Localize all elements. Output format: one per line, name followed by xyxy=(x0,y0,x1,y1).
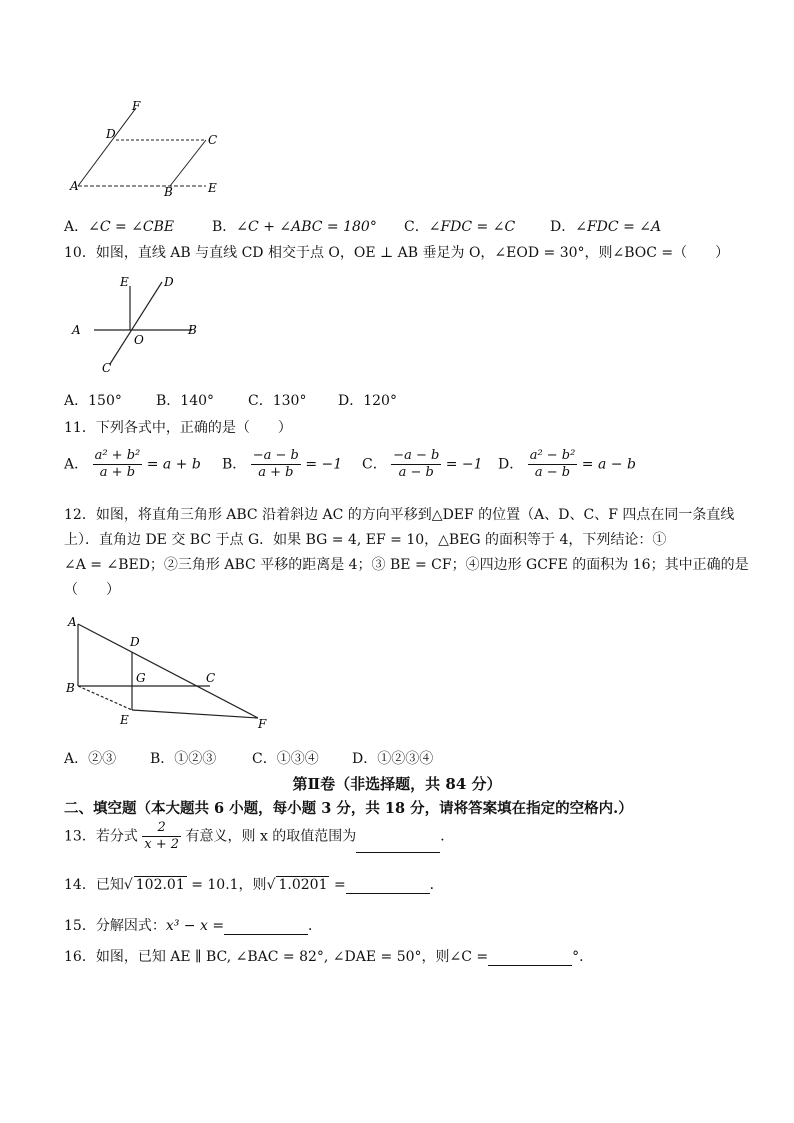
q12-stem-line2: 上）．直角边 DE 交 BC 于点 G．如果 BG = 4, EF = 10，△BEG 的面积等于 4，下列结论：① xyxy=(64,532,667,548)
label-B: B xyxy=(188,323,197,337)
label-B: B xyxy=(164,185,173,198)
q16-answer-blank[interactable] xyxy=(488,951,572,966)
q9-option-d: D．∠FDC = ∠A xyxy=(550,219,662,235)
line-EF xyxy=(132,710,258,718)
q9-option-c: C．∠FDC = ∠C xyxy=(404,219,516,235)
q12-option-d: D．①②③④ xyxy=(352,751,434,767)
q11-option-d: D． $\frac{\text{a² − b²}}{a - b}$ = a − b xyxy=(498,448,636,480)
figure-q10 xyxy=(66,272,216,380)
label-D: D xyxy=(106,127,116,141)
line-AF xyxy=(78,108,136,186)
line-AF xyxy=(78,624,258,718)
section-heading: 二、填空题（本大题共 6 小题，每小题 3 分，共 18 分，请将答案填在指定的空格内.） xyxy=(64,800,633,817)
q10-option-d: D．120° xyxy=(338,393,397,409)
q15: 15．分解因式：x³ − x = ． xyxy=(64,918,323,934)
q11-option-c: C． $\frac{-a - b}{a - b}$ = −1 xyxy=(362,448,483,480)
label-C: C xyxy=(208,133,218,147)
label-F: F xyxy=(132,99,141,113)
q12-stem-line3: ∠A = ∠BED；②三角形 ABC 平移的距离是 4；③ BE = CF；④四边形 GCFE 的面积为 16；其中正确的是 xyxy=(64,557,749,573)
q13: 13．若分式 $\frac{2}{x + 2}$ 有意义，则 x 的取值范围为 ． xyxy=(64,820,455,852)
label-E: E xyxy=(208,181,217,195)
label-C: C xyxy=(102,361,112,375)
label-O: O xyxy=(134,333,144,347)
figure-q9 xyxy=(66,98,226,198)
q12-option-a: A．②③ xyxy=(64,751,117,767)
label-D: D xyxy=(130,635,140,649)
q10-option-c: C．130° xyxy=(248,393,307,409)
figure-q12 xyxy=(64,612,276,730)
label-B: B xyxy=(66,681,75,695)
label-F: F xyxy=(258,717,267,730)
q12-option-b: B．①②③ xyxy=(150,751,217,767)
line-CB xyxy=(170,140,206,186)
q12-option-c: C．①③④ xyxy=(252,751,319,767)
q13-answer-blank[interactable] xyxy=(356,838,440,853)
label-D: D xyxy=(164,275,174,289)
label-E: E xyxy=(120,275,129,289)
line-BE xyxy=(78,686,132,710)
q14-answer-blank[interactable] xyxy=(346,879,430,894)
label-E: E xyxy=(120,713,129,727)
q12-stem-line1: 12．如图，将直角三角形 ABC 沿着斜边 AC 的方向平移到△DEF 的位置（A、D、C、F 四点在同一条直线 xyxy=(64,507,735,523)
q9-option-a: A．∠C = ∠CBE xyxy=(64,219,175,235)
q16: 16．如图，已知 AE ∥ BC, ∠BAC = 82°, ∠DAE = 50°，则∠C = °． xyxy=(64,949,594,965)
q11-option-b: B． $\frac{-a - b}{a + b}$ = −1 xyxy=(222,448,343,480)
q11-option-a: A． $\frac{\text{a² + b²}}{a + b}$ = a + b xyxy=(64,448,201,480)
label-A: A xyxy=(72,323,81,337)
label-G: G xyxy=(136,671,146,685)
q10-stem: 10．如图，直线 AB 与直线 CD 相交于点 O，OE ⊥ AB 垂足为 O，∠EOD = 30°，则∠BOC =（ ） xyxy=(64,245,730,261)
section-title: 第Ⅱ卷（非选择题，共 84 分） xyxy=(292,775,502,793)
q14: 14．已知√ 102.01 = 10.1，则√ 1.0201 = ． xyxy=(64,877,444,893)
q12-stem-line4: （ ） xyxy=(64,582,120,598)
label-A: A xyxy=(70,179,79,193)
q11-stem: 11．下列各式中，正确的是（ ） xyxy=(64,420,292,436)
q10-option-b: B．140° xyxy=(156,393,215,409)
q10-option-a: A．150° xyxy=(64,393,122,409)
line-CD xyxy=(110,282,162,364)
q9-option-b: B．∠C + ∠ABC = 180° xyxy=(212,219,377,235)
label-A: A xyxy=(68,615,77,629)
q15-answer-blank[interactable] xyxy=(224,920,308,935)
label-C: C xyxy=(206,671,216,685)
